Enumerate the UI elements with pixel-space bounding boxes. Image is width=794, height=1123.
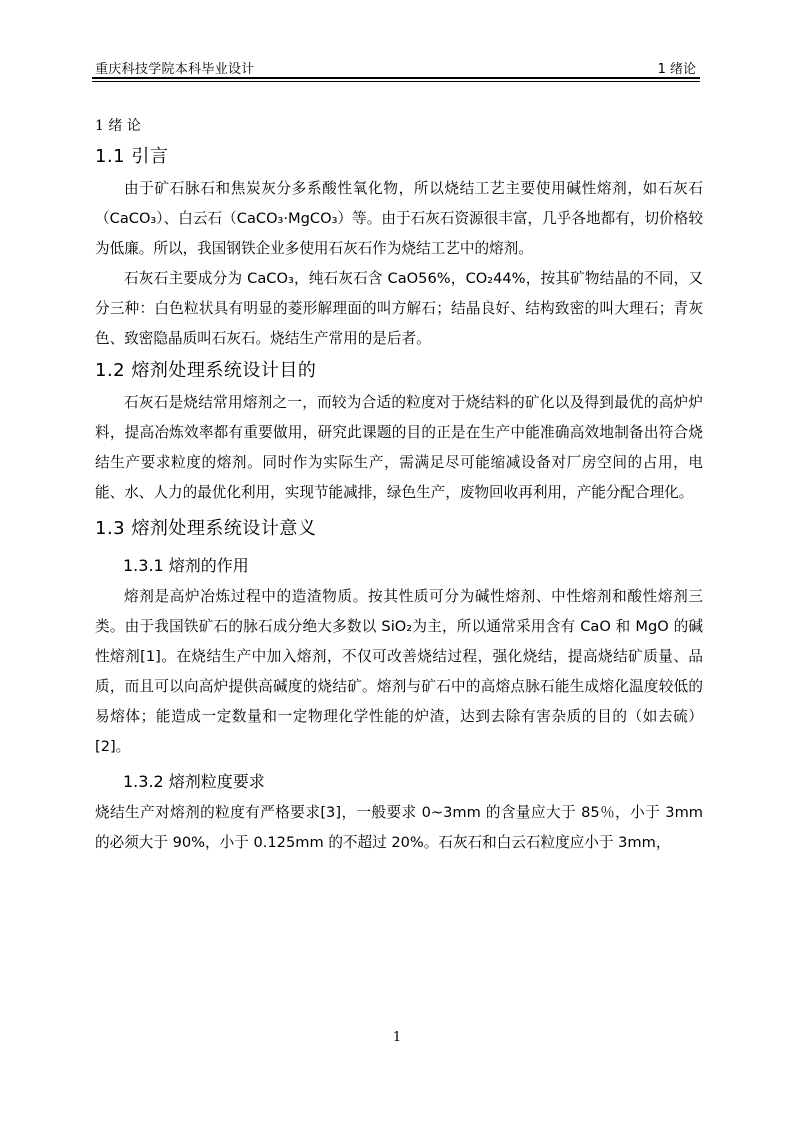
section-heading-1-2: 1.2 熔剂处理系统设计目的 bbox=[95, 360, 317, 381]
paragraph-1-1-b: 石灰石主要成分为 CaCO₃，纯石灰石含 CaO56%，CO₂44%，按其矿物结晶的不同，又分三种：白色粒状具有明显的菱形解理面的叫方解石；结晶良好、结构致密的叫大理石；青灰色、致密隐晶质叫石灰石。烧结生产常用的是后者。 bbox=[95, 270, 703, 347]
chapter-title: 1 绪 论 bbox=[95, 118, 141, 134]
page-body bbox=[95, 112, 703, 858]
paragraph-1-3-1: 熔剂是高炉冶炼过程中的造渣物质。按其性质可分为碱性熔剂、中性熔剂和酸性熔剂三类。由于我国铁矿石的脉石成分绝大多数以 SiO₂为主，所以通常采用含有 CaO 和 MgO 的碱性熔剂[1]。在烧结生产中加入熔剂，不仅可改善烧结过程，强化烧结，提高烧结矿质量、品质，而且可以向高炉提供高碱度的烧结矿。熔剂与矿石中的高熔点脉石能生成熔化温度较低的易熔体；能造成一定数量和一定物理化学性能的炉渣，达到去除有害杂质的目的（如去硫）[2]。 bbox=[95, 588, 703, 755]
section-heading-1-3: 1.3 熔剂处理系统设计意义 bbox=[95, 518, 317, 539]
subsection-heading-1-3-1: 1.3.1 熔剂的作用 bbox=[123, 556, 249, 575]
running-header-chapter: 1 绪论 bbox=[657, 62, 696, 77]
subsection-heading-1-3-2: 1.3.2 熔剂粒度要求 bbox=[123, 772, 265, 791]
running-header-title: 重庆科技学院本科毕业设计 bbox=[95, 62, 255, 77]
section-heading-1-1: 1.1 引言 bbox=[95, 146, 169, 167]
header-rule-thick bbox=[92, 77, 700, 79]
paragraph-1-1-a: 由于矿石脉石和焦炭灰分多系酸性氧化物，所以烧结工艺主要使用碱性熔剂，如石灰石（CaCO₃）、白云石（CaCO₃·MgCO₃）等。由于石灰石资源很丰富，几乎各地都有，切价格较为低廉。所以，我国钢铁企业多使用石灰石作为烧结工艺中的熔剂。 bbox=[95, 180, 703, 257]
page-number: 1 bbox=[392, 1030, 402, 1045]
paragraph-1-3-2: 烧结生产对熔剂的粒度有严格要求[3]，一般要求 0~3mm 的含量应大于 85％，小于 3mm 的必须大于 90%，小于 0.125mm 的不超过 20%。石灰石和白云石粒度应小于 3mm， bbox=[95, 804, 703, 851]
header-rule-thin bbox=[92, 81, 700, 82]
paragraph-1-2: 石灰石是烧结常用熔剂之一，而较为合适的粒度对于烧结料的矿化以及得到最优的高炉炉料，提高冶炼效率都有重要做用，研究此课题的目的正是在生产中能准确高效地制备出符合烧结生产要求粒度的熔剂。同时作为实际生产，需满足尽可能缩减设备对厂房空间的占用，电能、水、人力的最优化利用，实现节能减排，绿色生产，废物回收再利用，产能分配合理化。 bbox=[95, 394, 703, 501]
